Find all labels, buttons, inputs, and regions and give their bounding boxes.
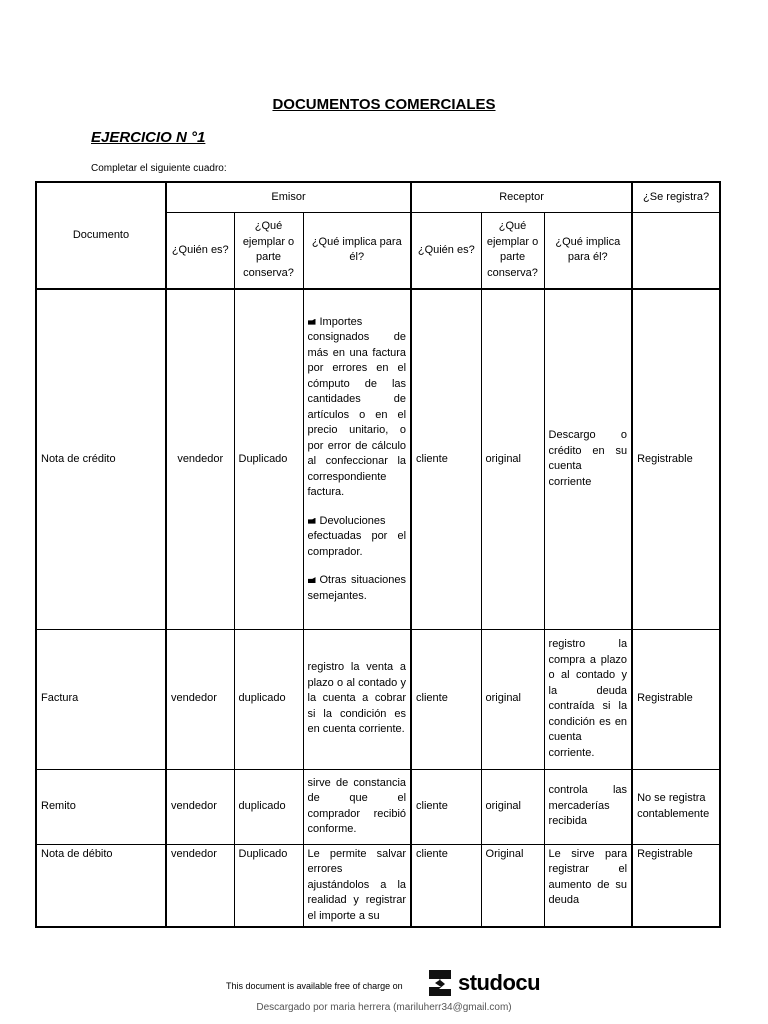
row-receptor-quien: cliente bbox=[411, 769, 481, 844]
row-receptor-quien: cliente bbox=[411, 629, 481, 769]
header-emisor-quien: ¿Quién es? bbox=[166, 212, 234, 289]
row-documento: Nota de crédito bbox=[36, 289, 166, 629]
row-registra: Registrable bbox=[632, 844, 720, 927]
table-row bbox=[36, 844, 720, 927]
row-emisor-quien: vendedor bbox=[166, 844, 234, 927]
row-emisor-quien: vendedor bbox=[166, 629, 234, 769]
row-receptor-ejemplar: original bbox=[481, 769, 544, 844]
row-receptor-ejemplar: original bbox=[481, 629, 544, 769]
bullet-icon bbox=[308, 319, 316, 325]
header-se-registra: ¿Se registra? bbox=[632, 182, 720, 212]
studocu-logo-text[interactable]: studocu bbox=[458, 970, 541, 995]
row-receptor-implica: controla las mercaderías recibida bbox=[544, 769, 632, 844]
row-registra: Registrable bbox=[632, 629, 720, 769]
row-receptor-quien: cliente bbox=[411, 844, 481, 927]
header-receptor-ejemplar: ¿Qué ejemplar o parte conserva? bbox=[481, 212, 544, 289]
download-notice: Descargado por maria herrera (mariluherr34@gmail.com) bbox=[256, 1002, 512, 1013]
row-emisor-implica: registro la venta a plazo o al contado y la cuenta a cobrar si la condición es en cuenta corriente. bbox=[303, 629, 411, 769]
row-emisor-implica: sirve de constancia de que el comprador recibió conforme. bbox=[303, 769, 411, 844]
row-documento: Nota de débito bbox=[36, 844, 166, 927]
instruction-text: Completar el siguiente cuadro: bbox=[91, 163, 227, 174]
row-documento: Factura bbox=[36, 629, 166, 769]
row-emisor-ejemplar: Duplicado bbox=[234, 289, 303, 629]
header-emisor: Emisor bbox=[166, 182, 411, 212]
header-emisor-ejemplar: ¿Qué ejemplar o parte conserva? bbox=[234, 212, 303, 289]
table-row bbox=[36, 289, 720, 629]
table-row bbox=[36, 629, 720, 769]
row-receptor-quien: cliente bbox=[411, 289, 481, 629]
bullet-icon bbox=[308, 577, 316, 583]
studocu-logo-icon[interactable] bbox=[425, 968, 455, 998]
row-emisor-ejemplar: duplicado bbox=[234, 629, 303, 769]
commercial-documents-table bbox=[35, 181, 721, 928]
header-emisor-implica: ¿Qué implica para él? bbox=[303, 212, 411, 289]
row-registra: No se registra contablemente bbox=[632, 769, 720, 844]
row-receptor-implica: Descargo o crédito en su cuenta corriente bbox=[544, 289, 632, 629]
row-receptor-ejemplar: original bbox=[481, 289, 544, 629]
exercise-heading: EJERCICIO N °1 bbox=[91, 129, 206, 146]
footer-banner bbox=[0, 966, 768, 1006]
row-receptor-implica: registro la compra a plazo o al contado y la deuda contraída si la condición es en cuenta corriente. bbox=[544, 629, 632, 769]
header-receptor-quien: ¿Quién es? bbox=[411, 212, 481, 289]
row-emisor-quien: vendedor bbox=[166, 769, 234, 844]
row-emisor-quien: vendedor bbox=[166, 289, 234, 629]
header-documento: Documento bbox=[36, 182, 166, 289]
row-receptor-ejemplar: Original bbox=[481, 844, 544, 927]
header-receptor-implica: ¿Qué implica para él? bbox=[544, 212, 632, 289]
row-emisor-ejemplar: duplicado bbox=[234, 769, 303, 844]
availability-text: This document is available free of charge on bbox=[226, 981, 403, 991]
header-registra-blank bbox=[632, 212, 720, 289]
row-registra: Registrable bbox=[632, 289, 720, 629]
row-emisor-implica: Le permite salvar errores ajustándolos a la realidad y registrar el importe a su bbox=[303, 844, 411, 927]
bullet-icon bbox=[308, 518, 316, 524]
header-receptor: Receptor bbox=[411, 182, 632, 212]
row-documento: Remito bbox=[36, 769, 166, 844]
row-emisor-ejemplar: Duplicado bbox=[234, 844, 303, 927]
document-title: DOCUMENTOS COMERCIALES bbox=[272, 96, 496, 113]
row-receptor-implica: Le sirve para registrar el aumento de su deuda bbox=[544, 844, 632, 927]
table-row bbox=[36, 769, 720, 844]
row-emisor-implica: Importes consignados de más en una factura por errores en el cómputo de las cantidades de artículos o en el precio unitario, o por error de cálculo al confeccionar la correspondiente factura. Devoluciones efectuadas por el comprador. Otras situaciones semejantes. bbox=[303, 289, 411, 629]
